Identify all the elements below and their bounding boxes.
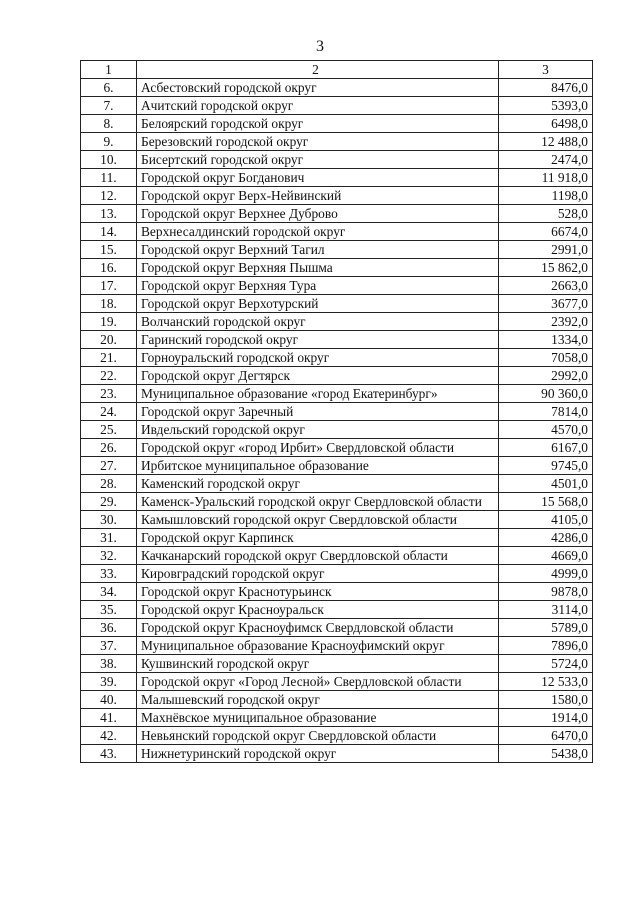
row-number: 42. — [81, 727, 137, 745]
amount-value: 1198,0 — [499, 187, 593, 205]
amount-value: 2663,0 — [499, 277, 593, 295]
municipality-name: Городской округ Карпинск — [137, 529, 499, 547]
table-row — [81, 673, 593, 691]
row-number: 19. — [81, 313, 137, 331]
row-number: 11. — [81, 169, 137, 187]
table-row — [81, 277, 593, 295]
amount-value: 7814,0 — [499, 403, 593, 421]
table-row — [81, 349, 593, 367]
table-header-row — [81, 61, 593, 79]
row-number: 6. — [81, 79, 137, 97]
amount-value: 5393,0 — [499, 97, 593, 115]
row-number: 31. — [81, 529, 137, 547]
row-number: 10. — [81, 151, 137, 169]
amount-value: 6674,0 — [499, 223, 593, 241]
row-number: 37. — [81, 637, 137, 655]
amount-value: 5789,0 — [499, 619, 593, 637]
table-row — [81, 115, 593, 133]
amount-value: 11 918,0 — [499, 169, 593, 187]
row-number: 28. — [81, 475, 137, 493]
row-number: 30. — [81, 511, 137, 529]
amount-value: 4669,0 — [499, 547, 593, 565]
amount-value: 12 533,0 — [499, 673, 593, 691]
municipality-name: Городской округ «Город Лесной» Свердловской области — [137, 673, 499, 691]
table-body — [81, 61, 593, 763]
municipality-name: Махнёвское муниципальное образование — [137, 709, 499, 727]
municipality-name: Асбестовский городской округ — [137, 79, 499, 97]
amount-value: 1914,0 — [499, 709, 593, 727]
municipality-name: Муниципальное образование «город Екатеринбург» — [137, 385, 499, 403]
amount-value: 8476,0 — [499, 79, 593, 97]
municipality-name: Городской округ Краснотурьинск — [137, 583, 499, 601]
table-row — [81, 331, 593, 349]
table-row — [81, 529, 593, 547]
amount-value: 1580,0 — [499, 691, 593, 709]
amount-value: 4105,0 — [499, 511, 593, 529]
row-number: 17. — [81, 277, 137, 295]
municipality-name: Кушвинский городской округ — [137, 655, 499, 673]
amount-value: 5438,0 — [499, 745, 593, 763]
amount-value: 4286,0 — [499, 529, 593, 547]
amount-value: 3114,0 — [499, 601, 593, 619]
amount-value: 6470,0 — [499, 727, 593, 745]
municipality-name: Городской округ Верхняя Пышма — [137, 259, 499, 277]
table-row — [81, 79, 593, 97]
municipality-name: Качканарский городской округ Свердловской области — [137, 547, 499, 565]
row-number: 26. — [81, 439, 137, 457]
table-row — [81, 223, 593, 241]
header-col-3: 3 — [499, 61, 593, 79]
row-number: 36. — [81, 619, 137, 637]
amount-value: 1334,0 — [499, 331, 593, 349]
amount-value: 2474,0 — [499, 151, 593, 169]
municipality-name: Невьянский городской округ Свердловской области — [137, 727, 499, 745]
row-number: 13. — [81, 205, 137, 223]
amount-value: 7896,0 — [499, 637, 593, 655]
amount-value: 9878,0 — [499, 583, 593, 601]
table-row — [81, 97, 593, 115]
municipality-name: Кировградский городской округ — [137, 565, 499, 583]
amount-value: 6498,0 — [499, 115, 593, 133]
municipality-name: Городской округ Верхнее Дуброво — [137, 205, 499, 223]
amount-value: 2991,0 — [499, 241, 593, 259]
amount-value: 7058,0 — [499, 349, 593, 367]
amount-value: 4501,0 — [499, 475, 593, 493]
municipality-name: Гаринский городской округ — [137, 331, 499, 349]
table-row — [81, 169, 593, 187]
table-row — [81, 151, 593, 169]
table-row — [81, 691, 593, 709]
amount-value: 90 360,0 — [499, 385, 593, 403]
table-row — [81, 457, 593, 475]
amount-value: 4999,0 — [499, 565, 593, 583]
row-number: 15. — [81, 241, 137, 259]
row-number: 7. — [81, 97, 137, 115]
table-row — [81, 511, 593, 529]
amount-value: 5724,0 — [499, 655, 593, 673]
row-number: 23. — [81, 385, 137, 403]
municipality-name: Ивдельский городской округ — [137, 421, 499, 439]
amount-value: 15 568,0 — [499, 493, 593, 511]
table-row — [81, 187, 593, 205]
header-col-1: 1 — [81, 61, 137, 79]
row-number: 43. — [81, 745, 137, 763]
row-number: 22. — [81, 367, 137, 385]
table-row — [81, 601, 593, 619]
row-number: 8. — [81, 115, 137, 133]
row-number: 29. — [81, 493, 137, 511]
municipality-name: Березовский городской округ — [137, 133, 499, 151]
row-number: 25. — [81, 421, 137, 439]
row-number: 33. — [81, 565, 137, 583]
row-number: 9. — [81, 133, 137, 151]
municipality-name: Городской округ Дегтярск — [137, 367, 499, 385]
municipality-name: Каменский городской округ — [137, 475, 499, 493]
table-row — [81, 619, 593, 637]
row-number: 39. — [81, 673, 137, 691]
municipality-name: Городской округ Красноуральск — [137, 601, 499, 619]
municipality-name: Верхнесалдинский городской округ — [137, 223, 499, 241]
row-number: 14. — [81, 223, 137, 241]
municipality-name: Камышловский городской округ Свердловской области — [137, 511, 499, 529]
table-row — [81, 241, 593, 259]
table-row — [81, 421, 593, 439]
municipality-name: Нижнетуринский городской округ — [137, 745, 499, 763]
table-row — [81, 439, 593, 457]
table-row — [81, 493, 593, 511]
amount-value: 12 488,0 — [499, 133, 593, 151]
amount-value: 2392,0 — [499, 313, 593, 331]
amount-value: 15 862,0 — [499, 259, 593, 277]
table-row — [81, 637, 593, 655]
municipality-name: Городской округ Заречный — [137, 403, 499, 421]
row-number: 24. — [81, 403, 137, 421]
table-row — [81, 547, 593, 565]
table-row — [81, 259, 593, 277]
row-number: 32. — [81, 547, 137, 565]
table-row — [81, 565, 593, 583]
row-number: 12. — [81, 187, 137, 205]
row-number: 20. — [81, 331, 137, 349]
row-number: 16. — [81, 259, 137, 277]
amount-value: 4570,0 — [499, 421, 593, 439]
allocation-table — [80, 60, 593, 763]
municipality-name: Белоярский городской округ — [137, 115, 499, 133]
municipality-name: Городской округ Богданович — [137, 169, 499, 187]
municipality-name: Волчанский городской округ — [137, 313, 499, 331]
row-number: 38. — [81, 655, 137, 673]
row-number: 27. — [81, 457, 137, 475]
table-row — [81, 475, 593, 493]
table-row — [81, 745, 593, 763]
table-row — [81, 583, 593, 601]
municipality-name: Муниципальное образование Красноуфимский округ — [137, 637, 499, 655]
amount-value: 6167,0 — [499, 439, 593, 457]
table-row — [81, 367, 593, 385]
header-col-2: 2 — [137, 61, 499, 79]
table-row — [81, 403, 593, 421]
table-row — [81, 655, 593, 673]
amount-value: 9745,0 — [499, 457, 593, 475]
table-row — [81, 385, 593, 403]
municipality-name: Ирбитское муниципальное образование — [137, 457, 499, 475]
municipality-name: Малышевский городской округ — [137, 691, 499, 709]
municipality-name: Ачитский городской округ — [137, 97, 499, 115]
municipality-name: Городской округ Верхотурский — [137, 295, 499, 313]
table-row — [81, 133, 593, 151]
row-number: 40. — [81, 691, 137, 709]
table-row — [81, 313, 593, 331]
municipality-name: Городской округ Верхний Тагил — [137, 241, 499, 259]
table-row — [81, 295, 593, 313]
row-number: 41. — [81, 709, 137, 727]
municipality-name: Городской округ Красноуфимск Свердловской области — [137, 619, 499, 637]
table-row — [81, 205, 593, 223]
municipality-name: Городской округ «город Ирбит» Свердловской области — [137, 439, 499, 457]
table-row — [81, 727, 593, 745]
amount-value: 528,0 — [499, 205, 593, 223]
amount-value: 2992,0 — [499, 367, 593, 385]
municipality-name: Городской округ Верхняя Тура — [137, 277, 499, 295]
row-number: 21. — [81, 349, 137, 367]
municipality-name: Каменск-Уральский городской округ Свердловской области — [137, 493, 499, 511]
row-number: 35. — [81, 601, 137, 619]
page-number: 3 — [316, 38, 324, 55]
amount-value: 3677,0 — [499, 295, 593, 313]
row-number: 18. — [81, 295, 137, 313]
municipality-name: Городской округ Верх-Нейвинский — [137, 187, 499, 205]
row-number: 34. — [81, 583, 137, 601]
table-row — [81, 709, 593, 727]
municipality-name: Горноуральский городской округ — [137, 349, 499, 367]
municipality-name: Бисертский городской округ — [137, 151, 499, 169]
